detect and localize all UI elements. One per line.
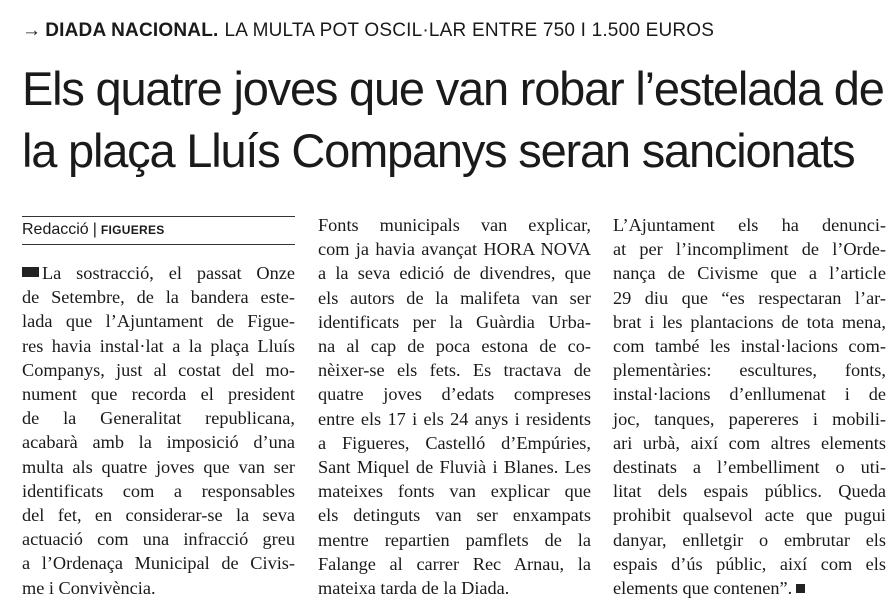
article-line [22,527,295,551]
article-line-text: de Setembre, de la bandera este- [22,287,295,308]
article-line [318,310,591,334]
article-column-2 [318,213,591,600]
article-line [318,261,591,285]
article-line [22,309,295,333]
article-line [613,310,886,334]
arrow-right-icon: → [22,20,42,41]
article-line-text: joc, tanques, papereres i mobili- [613,408,886,429]
article-line [318,286,591,310]
article-line-text: Companys, just al costat del mo- [22,359,295,380]
article-line-text: actuació com una infracció greu [22,529,295,550]
article-line-text: identificats per la Guàrdia Urba- [318,311,591,332]
article-line [613,237,886,261]
article-line [613,382,886,406]
article-line [613,358,886,382]
article-line [318,479,591,503]
article-line-text: els detinguts van ser enxampats [318,505,591,526]
article-line-text: La sostracció, el passat Onze [42,263,295,283]
byline-separator: | [92,221,97,238]
article-line-text: identificats com a responsables [22,480,295,501]
article-line-text: 29 diu que “es respectaran l’ar- [613,287,886,308]
article-line-text: com també les instal·lacions com- [613,336,886,357]
article-line [613,503,886,527]
article-line [318,455,591,479]
article-line [613,407,886,431]
article-line [22,551,295,575]
article-line-text: Falange al carrer Rec Arnau, la [318,553,591,574]
article-line [22,358,295,382]
article-line [318,334,591,358]
article-line [613,455,886,479]
byline-place: FIGUERES [100,223,165,237]
article-line-text: del fet, en considerar-se la seva [22,505,295,526]
article-line-text: acabarà amb la imposició d’una [22,432,295,453]
article-line [318,407,591,431]
article-line-text: at per l’incompliment de l’Orde- [613,239,886,260]
article-line [22,382,295,406]
article-line [318,552,591,576]
article-line [318,503,591,527]
article-line-text: com ja havia avançat HORA NOVA [318,239,591,260]
article-line [22,576,295,600]
article-line [613,576,886,600]
article-line-text: L’Ajuntament els ha denunci- [613,215,886,235]
article-line-text: a l’Ordenaça Municipal de Civis- [22,553,295,574]
article-line [318,237,591,261]
headline-line: la plaça Lluís Companys seran sancionats [22,124,855,177]
headline-line: Els quatre joves que van robar l’estelada de [22,62,884,115]
article-line [22,261,295,285]
article-line-text: nança de Civisme que a l’article [613,263,886,284]
kicker-subtitle: LA MULTA POT OSCIL·LAR ENTRE 750 I 1.500 EUROS [224,20,715,41]
article-line-text: elements que contenen”. [613,578,793,599]
article-line [613,552,886,576]
lead-square-icon [22,267,39,277]
article-line-text: destinats a l’embelliment o uti- [613,457,886,478]
article-line-text: litat dels espais públics. Queda [613,481,886,502]
article-line [22,503,295,527]
article-line [613,479,886,503]
article-line-text: nument que recorda el president [22,384,295,405]
article-column-1 [22,261,295,600]
article-line-text: Fonts municipals van explicar, [318,215,591,235]
article-line-text: multa als quatre joves que van ser [22,456,295,477]
article-line-text: Sant Miquel de Fluvià i Blanes. Les [318,457,591,478]
article-line [613,286,886,310]
article-line-text: nèixer-se els fets. Es tractava de [318,360,591,381]
article-line-text: mateixa tarda de la Diada. [318,578,510,599]
kicker [22,20,714,42]
article-line-text: brat i les plantacions de tota mena, [613,311,886,332]
article-line-text: de la Generalitat republicana, [22,408,295,429]
article-line-text: me i Convivència. [22,577,156,598]
article-line [318,431,591,455]
article-line [22,334,295,358]
article-line [318,213,591,237]
article-line [22,479,295,503]
article-line-text: na al cap de poca estona de co- [318,336,591,357]
article-line-text: lada que l’Ajuntament de Figue- [22,311,295,332]
article-line [318,382,591,406]
article-line-text: quatre joves d’edats compreses [318,384,591,405]
article-line-text: entre els 17 i els 24 anys i residents [318,408,591,429]
article-line-text: a la seva edició de divendres, que [318,263,591,284]
article-line-text: els autors de la malifeta van ser [318,287,591,308]
article-line [22,285,295,309]
article-line [318,358,591,382]
end-square-icon [796,584,805,593]
article-line [613,261,886,285]
article-line [22,430,295,454]
article-line-text: res havia instal·lat a la plaça Lluís [22,335,295,356]
article-line-text: instal·lacions d’enllumenat i de [613,384,886,405]
article-column-3 [613,213,886,600]
byline [22,216,295,245]
byline-author: Redacció [22,221,89,238]
headline [22,58,892,182]
article-line [613,334,886,358]
article-line [613,528,886,552]
article-line-text: ari urbà, així com altres elements [613,432,886,453]
article-line [22,406,295,430]
article-line [318,576,591,600]
article-line-text: mateixes fonts van explicar que [318,481,591,502]
article-line [613,213,886,237]
article-line-text: mentre repartien pamflets de la [318,529,591,550]
article-line [318,528,591,552]
article-line [22,455,295,479]
section-label: DIADA NACIONAL. [45,20,219,41]
article-line-text: plementàries: escultures, fonts, [613,360,886,381]
article-line [613,431,886,455]
article-line-text: danyar, enlletgir o embrutar els [613,529,886,550]
article-line-text: a Figueres, Castelló d’Empúries, [318,432,591,453]
article-line-text: prohibit qualsevol acte que pugui [613,505,886,526]
article-line-text: espais d’ús públic, així com els [613,553,886,574]
